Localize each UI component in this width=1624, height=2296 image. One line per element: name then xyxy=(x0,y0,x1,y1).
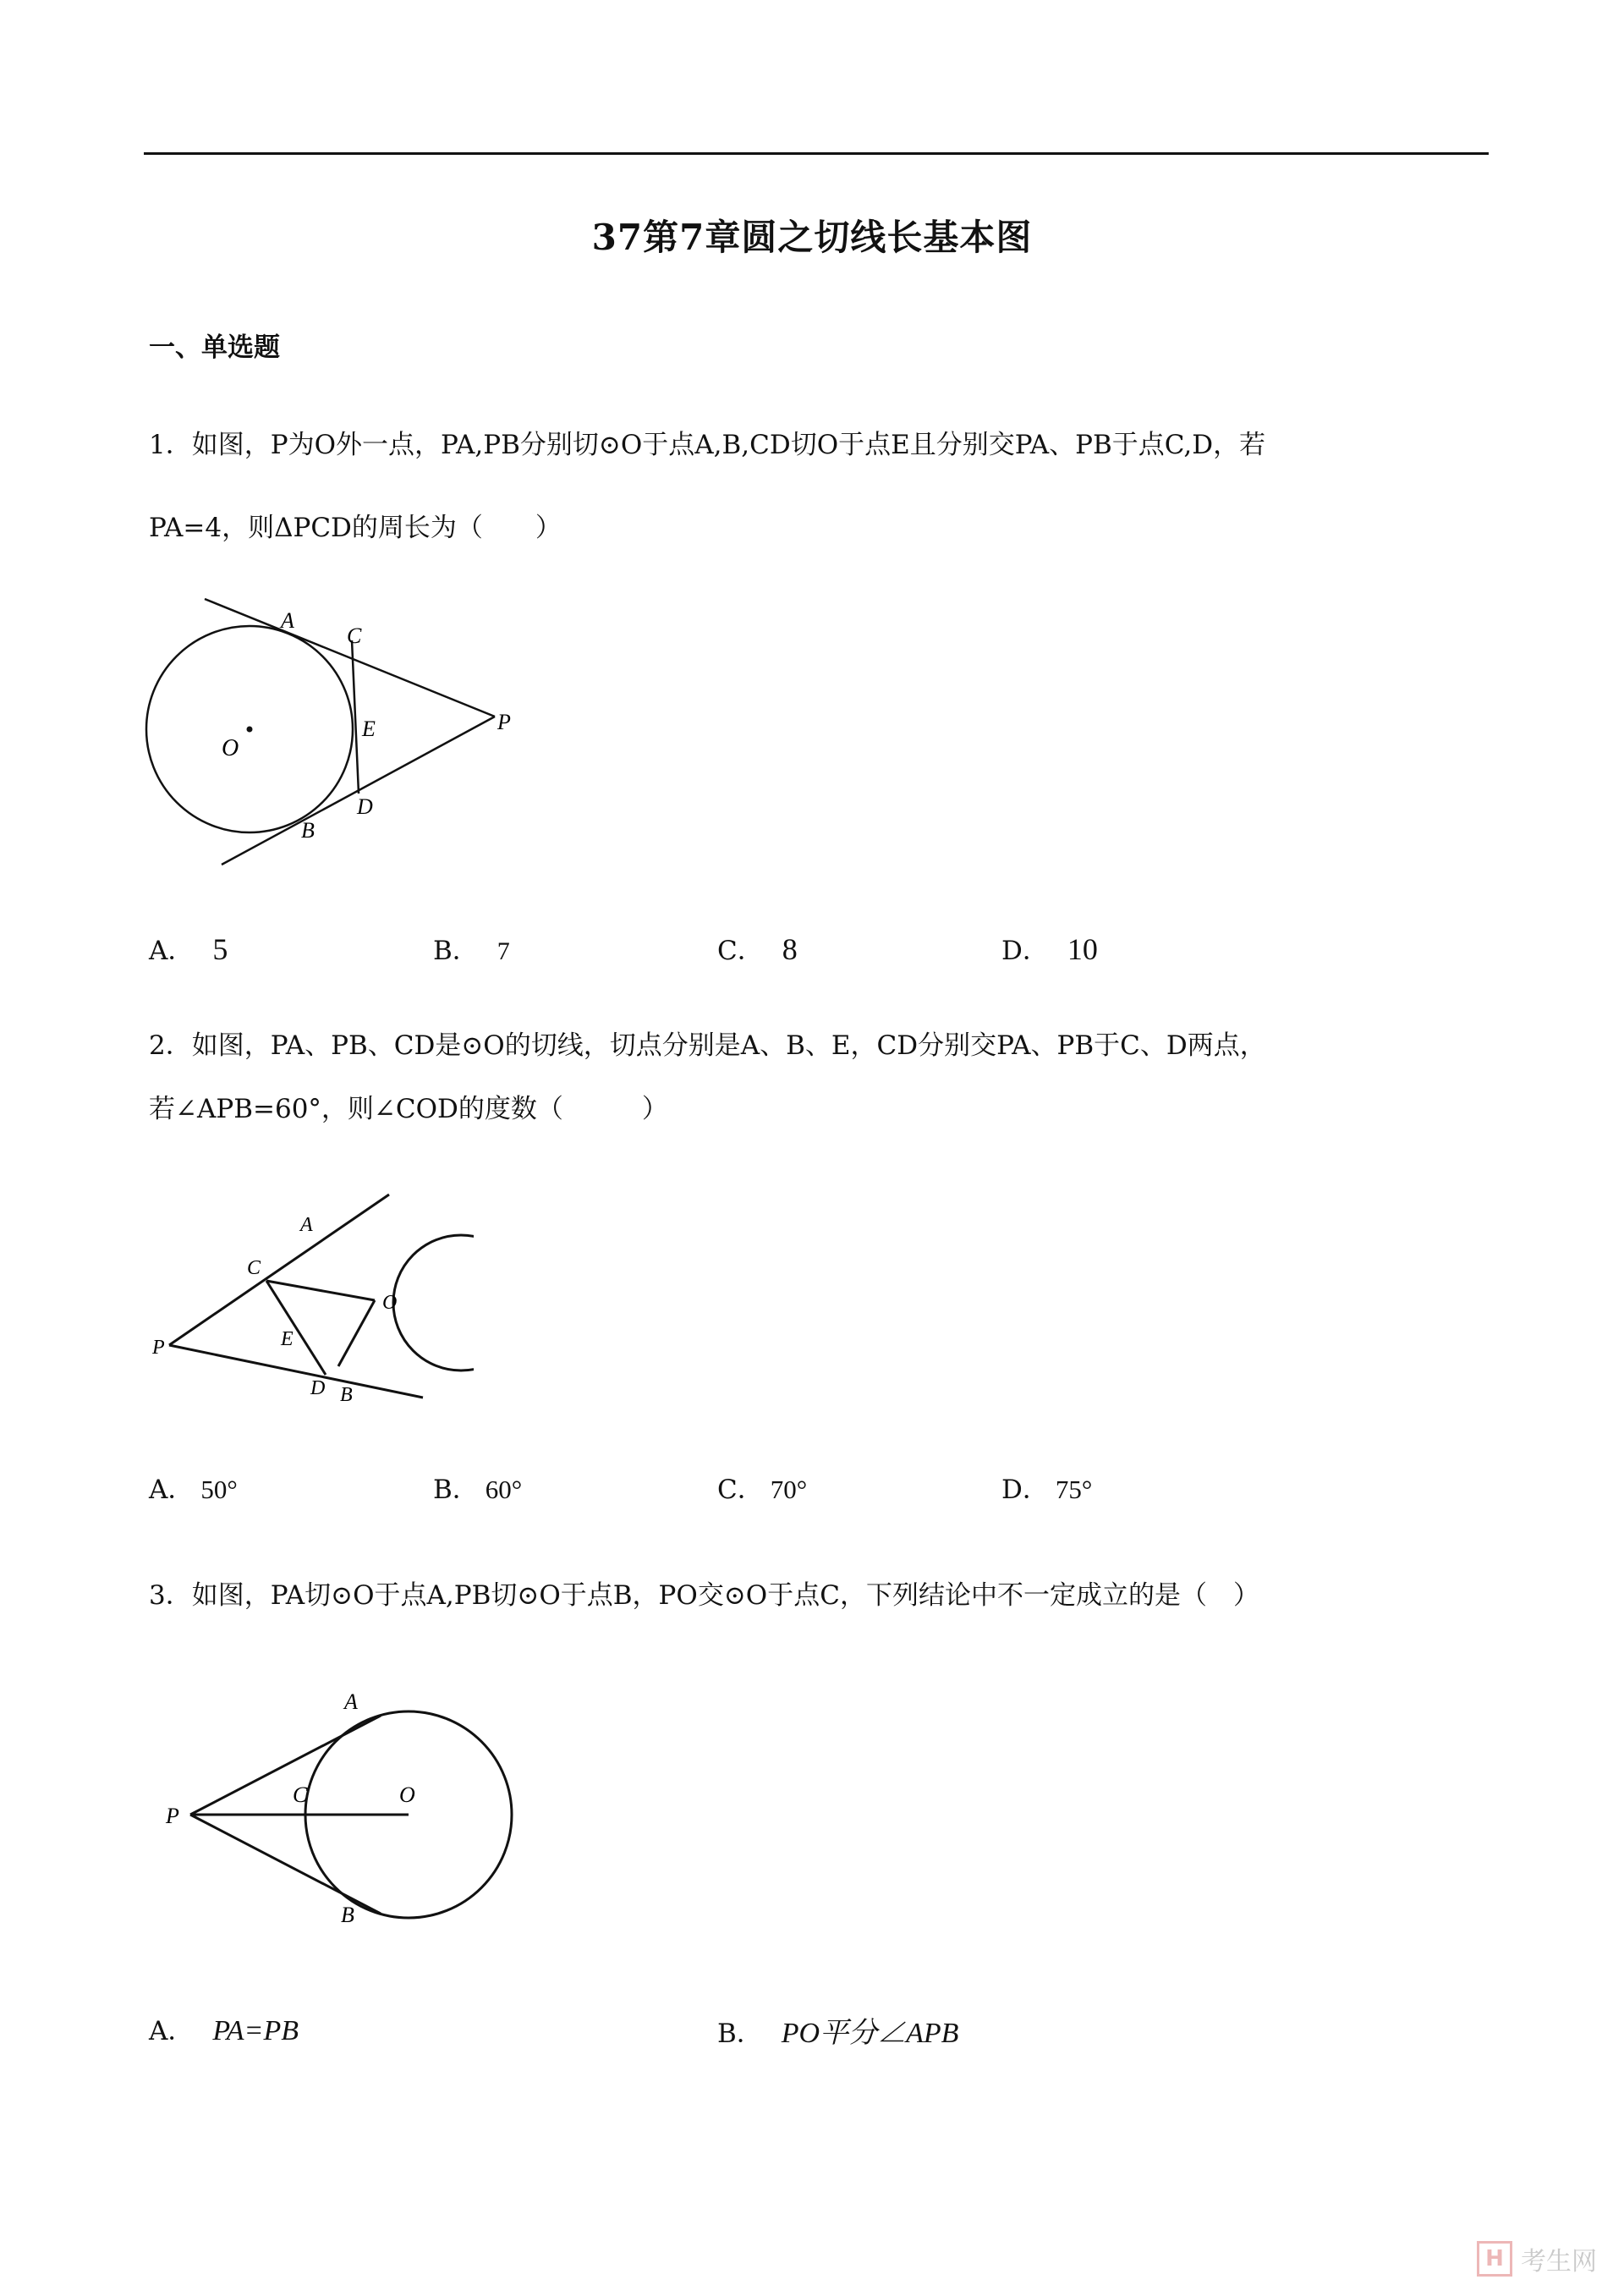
label-d: D xyxy=(310,1377,326,1399)
question-2-text-line-2: 若∠APB=60°，则∠COD的度数（ ） xyxy=(149,1094,668,1124)
label-e: E xyxy=(281,1328,294,1350)
label-c: C xyxy=(247,1257,261,1279)
label-b: B xyxy=(301,818,315,843)
question-3-option-b: B． PO平分∠APB xyxy=(717,2018,959,2049)
label-b: B xyxy=(340,1384,353,1406)
question-2-option-c: C． 70° xyxy=(717,1475,808,1505)
label-a: A xyxy=(344,1689,358,1714)
label-c: C xyxy=(347,623,362,648)
label-p: P xyxy=(166,1804,179,1828)
label-a: A xyxy=(300,1214,313,1236)
label-c: C xyxy=(293,1782,308,1807)
label-o: O xyxy=(399,1782,415,1807)
label-d: D xyxy=(357,794,373,819)
question-3-option-a: A． PA=PB xyxy=(149,2015,299,2046)
question-1-option-a: A． 5 xyxy=(149,932,228,966)
watermark-icon: H xyxy=(1477,2241,1512,2277)
question-2-text-line-1: 2．如图，PA、PB、CD是⊙O的切线，切点分别是A、B、E，CD分别交PA、PB于C、D两点， xyxy=(149,1030,1266,1061)
question-1-figure xyxy=(135,584,541,871)
question-1-option-d: D． 10 xyxy=(1001,932,1098,966)
label-a: A xyxy=(281,608,294,633)
question-2-option-b: B． 60° xyxy=(433,1475,523,1505)
label-o: O xyxy=(382,1292,398,1314)
label-e: E xyxy=(362,717,376,741)
top-rule xyxy=(144,152,1489,155)
watermark-logo xyxy=(1477,2240,1597,2277)
question-3-figure xyxy=(152,1684,541,1963)
question-2-option-a: A． 50° xyxy=(149,1475,238,1505)
watermark-text: 考生网 xyxy=(1521,2247,1597,2277)
question-2-figure xyxy=(152,1176,474,1421)
question-1-text-line-1: 1．如图，P为O外一点，PA,PB分别切⊙O于点A,B,CD切O于点E且分别交PA、PB于点C,D，若 xyxy=(149,430,1266,460)
question-1-text-line-2: PA=4，则ΔPCD的周长为（ ） xyxy=(149,513,562,543)
label-o: O xyxy=(222,735,239,761)
section-heading: 一、单选题 xyxy=(149,332,280,363)
label-p: P xyxy=(152,1337,165,1359)
question-3-text-line-1: 3．如图，PA切⊙O于点A,PB切⊙O于点B，PO交⊙O于点C，下列结论中不一定成立的是（ ） xyxy=(149,1580,1259,1611)
page-title: 37第7章圆之切线长基本图 xyxy=(591,217,1033,258)
label-b: B xyxy=(341,1903,354,1927)
label-p: P xyxy=(497,710,511,734)
question-2-option-d: D． 75° xyxy=(1001,1475,1093,1505)
question-1-option-b: B． 7 xyxy=(433,936,510,966)
question-1-option-c: C． 8 xyxy=(717,932,798,966)
